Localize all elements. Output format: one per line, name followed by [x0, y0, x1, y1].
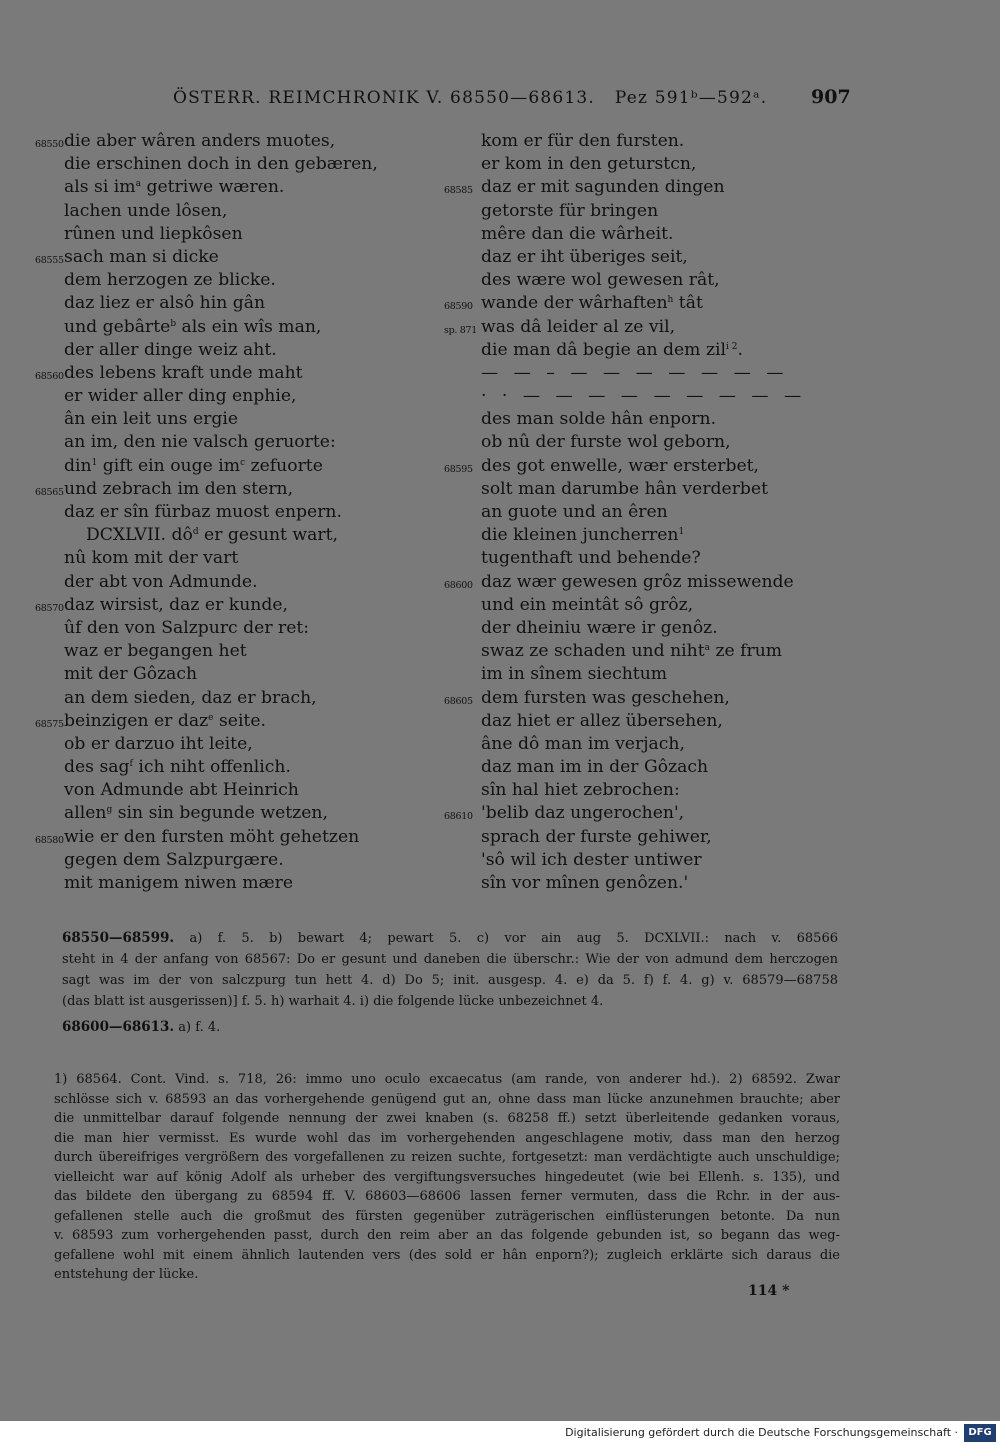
line-number: 68595 — [444, 463, 473, 475]
verse-line — [0, 408, 460, 431]
verse-segment: tugenthaft und behende? — [481, 548, 701, 569]
verse-text — [481, 663, 667, 686]
footnote-line: die unmittelbar darauf folgende nennung der zwei knaben (s. 68258 ff.) setzt überleitende gedanken voraus, — [54, 1111, 840, 1126]
verse-text — [64, 292, 265, 315]
footnote-line: gefallenen stelle auch die großmut des fürsten gegenüber zuträgerischen einflüsterungen betonte. Da nun — [54, 1208, 840, 1224]
verse-segment: er kom in den geturstcn, — [481, 154, 697, 175]
verse-segment: dem herzogen ze blicke. — [64, 270, 276, 291]
verse-segment: der abt von Admunde. — [64, 571, 258, 592]
verse-line — [0, 501, 460, 524]
verse-line — [0, 547, 460, 570]
verse-segment: und gebârte — [64, 316, 171, 337]
verse-text — [64, 547, 238, 570]
verse-text — [64, 153, 378, 176]
signature-mark: 114 * — [748, 1283, 790, 1299]
verse-line — [440, 176, 880, 199]
dfg-logo: DFG — [964, 1424, 996, 1442]
verse-segment: sin sin begunde wetzen, — [112, 803, 328, 824]
verse-line — [440, 710, 880, 733]
verse-segment: lachen unde lôsen, — [64, 200, 228, 221]
verse-text — [64, 733, 253, 756]
verse-text — [481, 339, 743, 362]
verse-line — [440, 849, 880, 872]
verse-segment: als si im — [64, 177, 136, 198]
footnote-line: 1) 68564. Cont. Vind. s. 718, 26: immo uno oculo excaecatus (am rande, von anderer hd.). 2) 68592. Zwar — [54, 1072, 840, 1087]
verse-column-left — [0, 130, 460, 895]
verse-segment: von Admunde abt Heinrich — [64, 780, 299, 801]
verse-segment: an guote und an êren — [481, 502, 668, 522]
verse-text — [481, 756, 708, 779]
verse-line — [440, 802, 880, 825]
verse-line — [440, 200, 880, 223]
footnote-line: gefallene wohl mit einem ähnlich lautenden vers (des sold er hân enporn?); zugleich erklärte sich daraus die — [54, 1247, 840, 1263]
line-number: 68575 — [35, 718, 64, 730]
verse-segment: des got enwelle, wær ersterbet, — [481, 455, 759, 476]
pez-reference: Pez 591ᵇ—592ᵃ. — [614, 88, 768, 108]
verse-text — [64, 640, 247, 663]
verse-line — [440, 687, 880, 710]
verse-segment: ân ein leit uns ergie — [64, 409, 238, 430]
running-title: ÖSTERR. REIMCHRONIK V. 68550—68613. Pez 591ᵇ—592ᵃ. — [173, 88, 768, 108]
footnote-marker: b — [170, 318, 177, 329]
verse-line — [0, 362, 460, 385]
footnote-marker: d — [192, 527, 199, 538]
apparatus-range: 68550—68599. — [62, 930, 175, 946]
verse-segment: der aller dinge weiz aht. — [64, 339, 277, 360]
verse-segment: sach man si dicke — [64, 246, 219, 267]
verse-line — [440, 408, 880, 431]
verse-text — [481, 547, 701, 570]
apparatus-line: (das blatt ist ausgerissen)] f. 5. h) warhait 4. i) die folgende lücke unbezeichnet 4. — [62, 994, 604, 1009]
line-number: sp. 871 — [444, 324, 478, 336]
verse-text — [64, 849, 284, 872]
verse-text — [481, 455, 759, 478]
verse-text — [64, 176, 284, 199]
line-number: 68580 — [35, 834, 64, 846]
verse-line — [0, 130, 460, 153]
verse-line — [0, 223, 460, 246]
verse-line — [440, 617, 880, 640]
verse-text — [481, 176, 725, 199]
verse-text — [481, 849, 702, 872]
verse-text — [481, 524, 684, 547]
verse-line — [0, 826, 460, 849]
verse-line — [0, 571, 460, 594]
verse-text — [481, 269, 720, 292]
verse-text — [64, 663, 197, 686]
verse-text — [64, 431, 336, 454]
verse-line — [440, 524, 880, 547]
verse-segment: des wære wol gewesen rât, — [481, 270, 720, 291]
line-number: 68550 — [35, 139, 64, 150]
verse-line — [0, 687, 460, 710]
verse-text — [481, 200, 658, 223]
verse-text — [481, 478, 768, 501]
verse-line — [440, 571, 880, 594]
verse-text — [64, 455, 323, 478]
footnote-marker: c — [240, 457, 246, 468]
verse-text — [481, 292, 703, 315]
verse-line — [0, 779, 460, 802]
verse-line — [0, 246, 460, 269]
verse-text — [64, 130, 335, 153]
verse-segment: nû kom mit der vart — [64, 548, 239, 569]
verse-segment: des sag — [64, 757, 130, 778]
verse-text — [64, 200, 227, 223]
verse-text — [64, 779, 299, 802]
verse-line — [440, 594, 880, 617]
verse-line — [0, 200, 460, 223]
verse-line — [0, 153, 460, 176]
verse-segment: . — [737, 339, 743, 360]
verse-segment: ich niht offenlich. — [132, 757, 291, 778]
verse-segment: seite. — [213, 710, 266, 731]
verse-text — [481, 501, 668, 524]
verse-line — [440, 501, 880, 524]
verse-text — [481, 687, 730, 710]
verse-line — [0, 802, 460, 825]
verse-text — [64, 756, 291, 779]
verse-segment: die kleinen juncherren — [481, 525, 679, 546]
lacuna-dashes — [481, 385, 806, 408]
verse-line — [440, 246, 880, 269]
verse-text — [481, 594, 693, 617]
verse-segment: mit der Gôzach — [64, 664, 198, 685]
lacuna-dashes — [481, 362, 788, 385]
verse-text — [64, 710, 266, 733]
verse-line — [0, 640, 460, 663]
verse-segment: des man solde hân enporn. — [481, 409, 717, 430]
footnote-marker: i 2 — [726, 341, 738, 352]
verse-segment: gift ein ouge im — [97, 455, 241, 476]
footnote-line: schlösse sich v. 68593 an das vorhergehende genügend gut an, ohne dass man lücke anzunehmen brauchte; aber — [54, 1091, 840, 1107]
verse-line — [440, 431, 880, 454]
verse-text — [64, 687, 317, 710]
line-number: 68610 — [444, 811, 473, 823]
verse-line — [440, 779, 880, 802]
apparatus-line: sagt was im der von salczpurg tun hett 4. d) Do 5; init. ausgesp. 4. e) da 5. f) f. 4. g) v. 68579—68758 — [62, 973, 838, 988]
verse-segment: daz er mit sagunden dingen — [481, 177, 725, 198]
verse-segment: rûnen und liepkôsen — [64, 223, 243, 244]
verse-text — [481, 802, 684, 825]
running-header — [0, 88, 1000, 116]
critical-apparatus — [62, 928, 838, 1038]
verse-text — [64, 617, 309, 640]
verse-segment: wande der wârhaften — [481, 293, 668, 314]
verse-segment: ze frum — [709, 641, 783, 662]
verse-text — [481, 130, 684, 153]
verse-text — [64, 478, 293, 501]
verse-text — [481, 872, 688, 895]
verse-line — [440, 292, 880, 315]
verse-segment: die man dâ begie an dem zil — [481, 339, 726, 360]
verse-segment: dem fursten was geschehen, — [481, 687, 730, 708]
verse-line — [0, 316, 460, 339]
verse-line — [0, 710, 460, 733]
verse-line — [440, 826, 880, 849]
footnote-marker: 1 — [91, 457, 98, 468]
verse-text — [64, 594, 288, 617]
verse-segment: und ein meintât sô grôz, — [481, 594, 694, 615]
verse-text — [481, 617, 718, 640]
verse-line — [0, 849, 460, 872]
verse-segment: swaz ze schaden und niht — [481, 641, 705, 662]
verse-segment: 'belib daz ungerochen', — [481, 803, 685, 824]
verse-text — [64, 362, 303, 385]
apparatus-line: 68600—68613. a) f. 4. — [62, 1019, 221, 1035]
verse-line — [0, 872, 460, 895]
verse-segment: die erschinen doch in den gebæren, — [64, 154, 378, 175]
verse-text — [64, 524, 338, 547]
verse-segment: daz wirsist, daz er kunde, — [64, 594, 288, 615]
footnote-line: durch übereifriges vergrößern des vorgefallenen zu reizen suchte, fortgesetzt: man verdächtigte auch unschuldige; — [54, 1150, 840, 1165]
footnote-line: vielleicht war auf könig Adolf als urheber des vergiftungsversuches hingedeutet (wie bei Ellenh. s. 135), und — [54, 1169, 840, 1185]
verse-segment: beinzigen er daz — [64, 710, 209, 731]
verse-line — [440, 130, 880, 153]
verse-line — [0, 478, 460, 501]
footnote-marker: a — [135, 179, 141, 190]
verse-segment: daz man im in der Gôzach — [481, 757, 709, 778]
verse-segment: sîn hal hiet zebrochen: — [481, 780, 680, 801]
verse-text — [64, 802, 328, 825]
verse-text — [64, 385, 297, 408]
verse-line — [0, 524, 460, 547]
verse-line — [440, 316, 880, 339]
footnotes — [54, 1070, 840, 1285]
verse-line — [0, 733, 460, 756]
verse-line — [0, 385, 460, 408]
apparatus-line: 68550—68599. a) f. 5. b) bewart 4; pewart 5. c) vor ain aug 5. DCXLVII.: nach v. 68566 — [62, 930, 838, 946]
verse-line — [0, 292, 460, 315]
verse-line — [0, 339, 460, 362]
verse-segment: was dâ leider al ze vil, — [481, 316, 676, 337]
verse-segment: DCXLVII. dô — [86, 525, 193, 546]
verse-line — [440, 872, 880, 895]
verse-line — [440, 733, 880, 756]
verse-text — [481, 733, 685, 756]
footnote-marker: h — [667, 295, 674, 306]
verse-text — [64, 826, 359, 849]
verse-line — [440, 223, 880, 246]
verse-segment: des lebens kraft unde maht — [64, 362, 303, 383]
footnote-line: das bildete den übergang zu 68594 ff. V. 68603—68606 lassen ferner vermuten, dass die Rchr. in der aus- — [54, 1189, 840, 1204]
verse-text — [481, 571, 794, 594]
line-number: 68570 — [35, 602, 64, 614]
verse-text — [64, 408, 238, 431]
line-number: 68585 — [444, 185, 473, 197]
line-number: 68560 — [35, 370, 64, 382]
verse-line — [440, 547, 880, 570]
verse-text — [481, 431, 731, 454]
footnote-line: v. 68593 zum vorhergehenden passt, durch den reim aber an das folgende gebunden ist, so begann das weg- — [54, 1228, 840, 1243]
verse-segment: im in sînem siechtum — [481, 664, 668, 685]
verse-line — [440, 385, 880, 408]
verse-segment: er gesunt wart, — [198, 525, 338, 546]
page-number: 907 — [811, 86, 851, 108]
verse-segment: kom er für den fursten. — [481, 131, 685, 151]
verse-text — [64, 872, 293, 895]
verse-segment: daz wær gewesen grôz missewende — [481, 571, 794, 592]
verse-line — [440, 153, 880, 176]
verse-text — [481, 246, 688, 269]
verse-text — [64, 501, 342, 524]
verse-segment: getorste für bringen — [481, 200, 659, 221]
verse-segment: din — [64, 455, 92, 476]
verse-text — [64, 316, 321, 339]
verse-segment: als ein wîs man, — [176, 316, 322, 337]
verse-segment: mit manigem niwen mære — [64, 873, 294, 893]
verse-text — [481, 779, 680, 802]
footnote-marker: a — [704, 643, 710, 654]
line-number: 68600 — [444, 579, 473, 591]
verse-segment: allen — [64, 803, 107, 824]
verse-segment: an dem sieden, daz er brach, — [64, 687, 317, 708]
verse-segment: waz er begangen het — [64, 641, 247, 662]
footer-bar — [0, 1421, 1000, 1446]
verse-segment: ûf den von Salzpurc der ret: — [64, 617, 310, 638]
footnote-marker: e — [208, 712, 214, 723]
verse-line — [440, 478, 880, 501]
verse-segment: daz er iht überiges seit, — [481, 246, 688, 267]
verse-text — [481, 710, 723, 733]
verse-line — [0, 756, 460, 779]
verse-segment: zefuorte — [245, 455, 323, 476]
verse-text — [64, 269, 276, 292]
verse-line — [440, 362, 880, 385]
verse-segment: daz er sîn fürbaz muost enpern. — [64, 502, 342, 522]
footnote-marker: g — [106, 805, 113, 816]
footnote-marker: 1 — [678, 527, 685, 538]
verse-segment: tât — [673, 293, 703, 314]
verse-segment: sprach der furste gehiwer, — [481, 826, 712, 847]
verse-segment: und zebrach im den stern, — [64, 478, 294, 499]
verse-line — [0, 617, 460, 640]
verse-text — [481, 316, 675, 339]
verse-segment: die aber wâren anders muotes, — [64, 131, 336, 151]
verse-segment: er wider aller ding enphie, — [64, 386, 297, 407]
verse-segment: gegen dem Salzpurgære. — [64, 849, 284, 870]
verse-column-right — [440, 130, 880, 895]
verse-segment: sîn vor mînen genôzen.' — [481, 873, 689, 893]
line-number: 68555 — [35, 254, 64, 266]
verse-segment: daz hiet er allez übersehen, — [481, 710, 723, 731]
verse-text — [64, 571, 258, 594]
verse-segment: mêre dan die wârheit. — [481, 223, 674, 244]
footnote-marker: f — [129, 759, 133, 770]
apparatus-range: 68600—68613. — [62, 1019, 175, 1035]
verse-line — [0, 269, 460, 292]
verse-segment: — — – — — — — — — — — [481, 362, 789, 383]
verse-line — [0, 431, 460, 454]
verse-text — [481, 640, 782, 663]
line-number: 68565 — [35, 486, 64, 498]
verse-line — [0, 594, 460, 617]
verse-segment: ob nû der furste wol geborn, — [481, 432, 731, 453]
verse-line — [440, 339, 880, 362]
verse-segment: wie er den fursten möht gehetzen — [64, 826, 360, 847]
verse-line — [440, 663, 880, 686]
verse-segment: daz liez er alsô hin gân — [64, 293, 266, 314]
verse-text — [64, 223, 243, 246]
line-number: 68605 — [444, 695, 473, 707]
verse-line — [0, 455, 460, 478]
verse-line — [0, 176, 460, 199]
verse-line — [440, 269, 880, 292]
verse-segment: 'sô wil ich dester untiwer — [481, 849, 702, 870]
verse-line — [440, 756, 880, 779]
footnote-line: die man hier vermisst. Es wurde wohl das im vorhergehenden angeschlagene motiv, dass man den herzog — [54, 1130, 840, 1146]
verse-text — [481, 153, 696, 176]
verse-segment: der dheiniu wære ir genôz. — [481, 617, 718, 638]
verse-line — [0, 663, 460, 686]
verse-segment: solt man darumbe hân verderbet — [481, 478, 769, 499]
line-number: 68590 — [444, 301, 473, 313]
footnote-line: entstehung der lücke. — [54, 1267, 199, 1282]
apparatus-line: steht in 4 der anfang von 68567: Do er gesunt und daneben die überschr.: Wie der von admund dem herczogen — [62, 952, 838, 967]
verse-segment: ob er darzuo iht leite, — [64, 733, 253, 754]
verse-segment: · · — — — — — — — — — — [481, 386, 807, 407]
verse-segment: getriwe wæren. — [140, 177, 285, 198]
verse-line — [440, 455, 880, 478]
verse-text — [481, 223, 674, 246]
verse-text — [481, 408, 716, 431]
verse-text — [64, 339, 277, 362]
verse-segment: an im, den nie valsch geruorte: — [64, 432, 336, 453]
verse-text — [481, 826, 712, 849]
verse-segment: âne dô man im verjach, — [481, 733, 685, 754]
verse-text — [64, 246, 219, 269]
funding-note: Digitalisierung gefördert durch die Deutsche Forschungsgemeinschaft · — [565, 1426, 958, 1439]
verse-line — [440, 640, 880, 663]
